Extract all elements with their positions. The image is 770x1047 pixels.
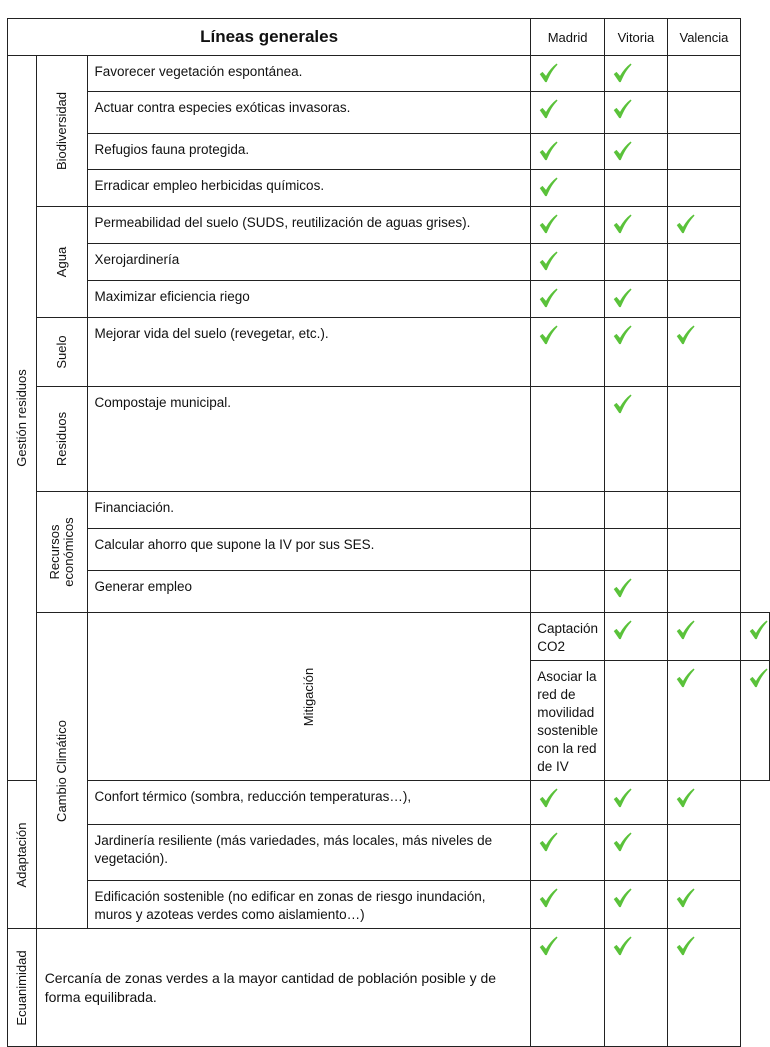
row-text: Xerojardinería — [88, 244, 531, 281]
cell-vitoria — [667, 661, 740, 781]
check-mark-icon — [537, 831, 559, 853]
check-mark-icon — [611, 98, 633, 120]
cell-vitoria — [605, 529, 668, 571]
vertical-label-text: Recursos económicos — [47, 517, 77, 587]
table-row — [8, 571, 770, 613]
table-row — [8, 207, 770, 244]
cell-madrid — [531, 134, 605, 170]
group-label-gestion-residuos — [8, 56, 37, 781]
cell-madrid — [531, 881, 605, 929]
category-label-suelo — [36, 318, 88, 387]
cell-vitoria — [605, 825, 668, 881]
check-mark-icon — [747, 667, 769, 689]
check-mark-icon — [611, 287, 633, 309]
table-row — [8, 613, 770, 661]
check-mark-icon — [537, 787, 559, 809]
table-row — [8, 170, 770, 207]
check-mark-icon — [747, 619, 769, 641]
category-label-residuos — [36, 387, 88, 492]
cell-valencia — [667, 56, 740, 92]
check-mark-icon — [611, 393, 633, 415]
cell-madrid — [605, 613, 668, 661]
cell-valencia — [667, 492, 740, 529]
table-row — [8, 387, 770, 492]
table-row — [8, 318, 770, 387]
vertical-label-text: Residuos — [54, 411, 70, 467]
cell-valencia — [667, 207, 740, 244]
check-mark-icon — [674, 213, 696, 235]
cell-valencia — [667, 781, 740, 825]
check-mark-icon — [611, 887, 633, 909]
row-text: Mejorar vida del suelo (revegetar, etc.). — [88, 318, 531, 387]
cell-madrid — [531, 207, 605, 244]
cell-madrid — [531, 244, 605, 281]
vertical-label-text: Adaptación — [13, 821, 29, 888]
cell-valencia — [741, 613, 770, 661]
table-row — [8, 134, 770, 170]
cell-madrid — [531, 281, 605, 318]
category-label-adaptacion — [8, 781, 37, 929]
cell-madrid — [531, 56, 605, 92]
check-mark-icon — [611, 619, 633, 641]
vertical-label-text: Agua — [54, 246, 70, 278]
check-mark-icon — [611, 831, 633, 853]
table-row — [8, 781, 770, 825]
cell-vitoria — [605, 207, 668, 244]
check-mark-icon — [537, 140, 559, 162]
check-mark-icon — [674, 787, 696, 809]
check-mark-icon — [611, 577, 633, 599]
table-row — [8, 929, 770, 1047]
cell-valencia — [667, 881, 740, 929]
cell-valencia — [667, 387, 740, 492]
row-text: Asociar la red de movilidad sostenible con la red de IV — [531, 661, 605, 781]
check-mark-icon — [537, 324, 559, 346]
cell-madrid — [605, 661, 668, 781]
category-label-agua — [36, 207, 88, 318]
cell-valencia — [667, 929, 740, 1047]
cell-vitoria — [605, 387, 668, 492]
cell-vitoria — [605, 134, 668, 170]
row-text: Edificación sostenible (no edificar en zonas de riesgo inundación, muros y azoteas verdes como aislamiento…) — [88, 881, 531, 929]
vertical-label-text: Cambio Climático — [54, 719, 70, 822]
cell-madrid — [531, 492, 605, 529]
check-mark-icon — [537, 935, 559, 957]
category-label-mitigacion — [88, 613, 531, 781]
column-header-valencia: Valencia — [667, 19, 740, 56]
table-row — [8, 881, 770, 929]
cell-vitoria — [605, 929, 668, 1047]
cell-vitoria — [605, 92, 668, 134]
check-mark-icon — [537, 213, 559, 235]
check-mark-icon — [537, 250, 559, 272]
table-row — [8, 529, 770, 571]
vertical-label-text: Suelo — [54, 335, 70, 369]
check-mark-icon — [611, 62, 633, 84]
table-row — [8, 56, 770, 92]
cell-madrid — [531, 825, 605, 881]
cell-valencia — [667, 825, 740, 881]
cell-valencia — [667, 170, 740, 207]
row-text: Confort térmico (sombra, reducción temperaturas…), — [88, 781, 531, 825]
cell-vitoria — [605, 781, 668, 825]
row-text: Erradicar empleo herbicidas químicos. — [88, 170, 531, 207]
category-label-biodiversidad — [36, 56, 88, 207]
check-mark-icon — [537, 176, 559, 198]
row-text: Favorecer vegetación espontánea. — [88, 56, 531, 92]
table-row — [8, 244, 770, 281]
check-mark-icon — [674, 619, 696, 641]
cell-madrid — [531, 318, 605, 387]
vertical-label-text: Biodiversidad — [54, 91, 70, 171]
cell-vitoria — [605, 318, 668, 387]
row-text: Jardinería resiliente (más variedades, más locales, más niveles de vegetación). — [88, 825, 531, 881]
check-mark-icon — [537, 62, 559, 84]
check-mark-icon — [611, 213, 633, 235]
cell-valencia — [667, 92, 740, 134]
cell-vitoria — [605, 56, 668, 92]
table-row — [8, 92, 770, 134]
cell-madrid — [531, 571, 605, 613]
group-label-cambio-climatico — [36, 613, 88, 929]
cell-valencia — [741, 661, 770, 781]
cell-madrid — [531, 170, 605, 207]
row-text: Maximizar eficiencia riego — [88, 281, 531, 318]
check-mark-icon — [674, 324, 696, 346]
category-label-recursos-economicos — [36, 492, 88, 613]
row-text: Compostaje municipal. — [88, 387, 531, 492]
check-mark-icon — [674, 935, 696, 957]
cell-madrid — [531, 92, 605, 134]
cell-valencia — [667, 134, 740, 170]
check-mark-icon — [611, 140, 633, 162]
group-label-ecuanimidad — [8, 929, 37, 1047]
cell-madrid — [531, 929, 605, 1047]
cell-madrid — [531, 529, 605, 571]
cell-vitoria — [605, 492, 668, 529]
header-row — [8, 19, 770, 56]
table-row — [8, 281, 770, 318]
column-header-vitoria: Vitoria — [605, 19, 668, 56]
vertical-label-text: Mitigación — [301, 667, 317, 726]
cell-vitoria — [605, 571, 668, 613]
column-header-madrid: Madrid — [531, 19, 605, 56]
cell-vitoria — [605, 170, 668, 207]
cell-valencia — [667, 318, 740, 387]
check-mark-icon — [537, 98, 559, 120]
cell-valencia — [667, 244, 740, 281]
check-mark-icon — [611, 935, 633, 957]
cell-vitoria — [605, 244, 668, 281]
lines-table — [7, 18, 770, 1047]
cell-madrid — [531, 387, 605, 492]
check-mark-icon — [611, 787, 633, 809]
row-text: Financiación. — [88, 492, 531, 529]
vertical-label-text: Gestión residuos — [13, 369, 29, 467]
cell-valencia — [667, 571, 740, 613]
row-text: Actuar contra especies exóticas invasoras. — [88, 92, 531, 134]
table-row — [8, 825, 770, 881]
row-text: Calcular ahorro que supone la IV por sus SES. — [88, 529, 531, 571]
check-mark-icon — [611, 324, 633, 346]
table-row — [8, 492, 770, 529]
check-mark-icon — [537, 287, 559, 309]
row-text: Permeabilidad del suelo (SUDS, reutilización de aguas grises). — [88, 207, 531, 244]
vertical-label-text: Ecuanimidad — [13, 949, 29, 1026]
check-mark-icon — [537, 887, 559, 909]
row-text: Captación CO2 — [531, 613, 605, 661]
cell-valencia — [667, 281, 740, 318]
row-text: Generar empleo — [88, 571, 531, 613]
row-text: Refugios fauna protegida. — [88, 134, 531, 170]
table-title: Líneas generales — [8, 19, 531, 56]
check-mark-icon — [674, 667, 696, 689]
cell-madrid — [531, 781, 605, 825]
row-text: Cercanía de zonas verdes a la mayor cantidad de población posible y de forma equilibrada. — [36, 929, 531, 1047]
cell-vitoria — [605, 281, 668, 318]
cell-vitoria — [605, 881, 668, 929]
check-mark-icon — [674, 887, 696, 909]
cell-valencia — [667, 529, 740, 571]
cell-vitoria — [667, 613, 740, 661]
